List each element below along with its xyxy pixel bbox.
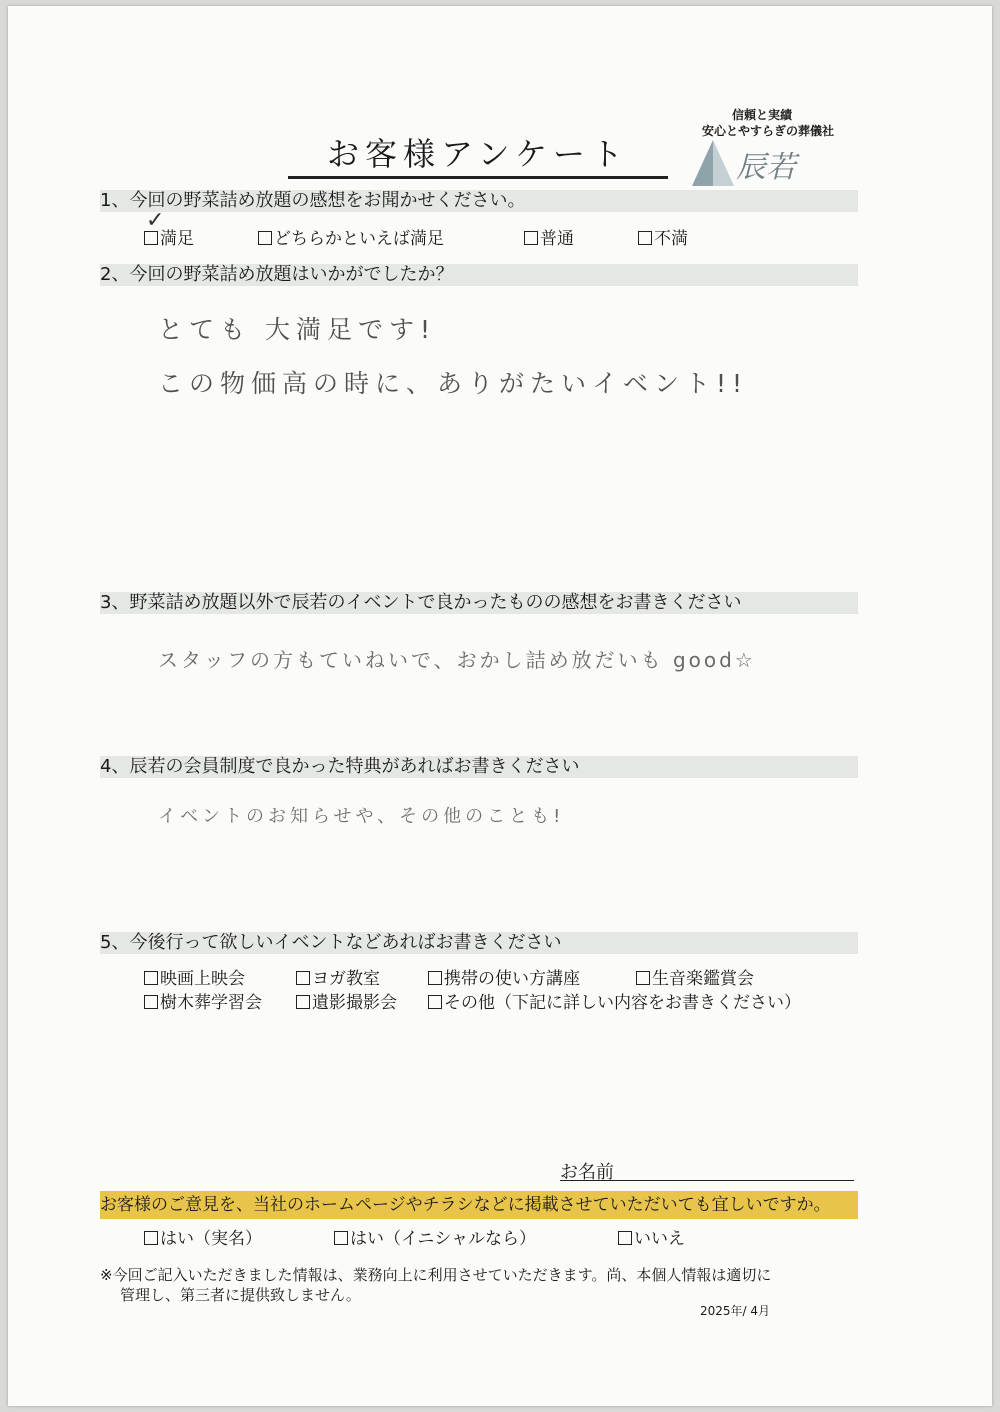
q1-option-dissatisfied[interactable]: 不満 — [638, 224, 688, 249]
logo-tagline-2: 安心とやすらぎの葬儀社 — [702, 124, 835, 138]
name-label: お名前 — [560, 1162, 614, 1183]
consent-question: お客様のご意見を、当社のホームページやチラシなどに掲載させていただいても宜しいですか。 — [100, 1191, 858, 1219]
q3-answer: スタッフの方もていねいで、おかし詰め放だいも good☆ — [158, 648, 756, 672]
q1-option-satisfied[interactable]: 満足 — [144, 224, 194, 249]
question-5: 5、今後行って欲しいイベントなどあればお書きください — [100, 932, 858, 954]
consent-yes-realname[interactable]: はい（実名） — [144, 1224, 262, 1249]
q2-answer-line-2: この物価高の時に、ありがたいイベント!! — [158, 369, 749, 398]
q2-answer-line-1: とても 大満足です! — [158, 315, 436, 344]
name-field[interactable] — [560, 1158, 854, 1181]
logo-name: 辰若 — [736, 150, 796, 185]
company-logo — [688, 106, 858, 196]
consent-yes-initials[interactable]: はい（イニシャルなら） — [334, 1224, 536, 1249]
privacy-note-line-1: ※今回ご記入いただきました情報は、業務向上に利用させていただきます。尚、本個人情報は適切に — [100, 1266, 772, 1284]
q5-option-movie[interactable]: 映画上映会 — [144, 964, 245, 989]
q5-option-phone-course[interactable]: 携帯の使い方講座 — [428, 964, 580, 989]
q5-option-portrait-photo[interactable]: 遺影撮影会 — [296, 988, 397, 1013]
q5-option-other[interactable]: その他（下記に詳しい内容をお書きください） — [428, 988, 801, 1013]
q1-option-somewhat-satisfied[interactable]: どちらかといえば満足 — [258, 224, 444, 249]
q5-option-live-music[interactable]: 生音楽鑑賞会 — [636, 964, 754, 989]
question-4: 4、辰若の会員制度で良かった特典があればお書きください — [100, 756, 858, 778]
question-3: 3、野菜詰め放題以外で辰若のイベントで良かったものの感想をお書きください — [100, 592, 858, 614]
check-mark: ✓ — [146, 208, 165, 233]
q4-answer: イベントのお知らせや、その他のことも! — [158, 806, 565, 827]
logo-tagline-1: 信頼と実績 — [732, 108, 793, 122]
survey-sheet — [8, 6, 992, 1406]
question-1: 1、今回の野菜詰め放題の感想をお聞かせください。 — [100, 190, 858, 212]
question-2: 2、今回の野菜詰め放題はいかがでしたか？ — [100, 264, 858, 286]
form-date: 2025年/ 4月 — [700, 1304, 771, 1318]
privacy-note-line-2: 管理し、第三者に提供致しません。 — [120, 1286, 361, 1304]
logo-mark-icon — [688, 138, 738, 188]
q5-option-tree-burial[interactable]: 樹木葬学習会 — [144, 988, 262, 1013]
q1-option-neutral[interactable]: 普通 — [524, 224, 574, 249]
consent-no[interactable]: いいえ — [618, 1224, 685, 1249]
page-title: お客様アンケート — [288, 132, 668, 179]
q5-option-yoga[interactable]: ヨガ教室 — [296, 964, 380, 989]
